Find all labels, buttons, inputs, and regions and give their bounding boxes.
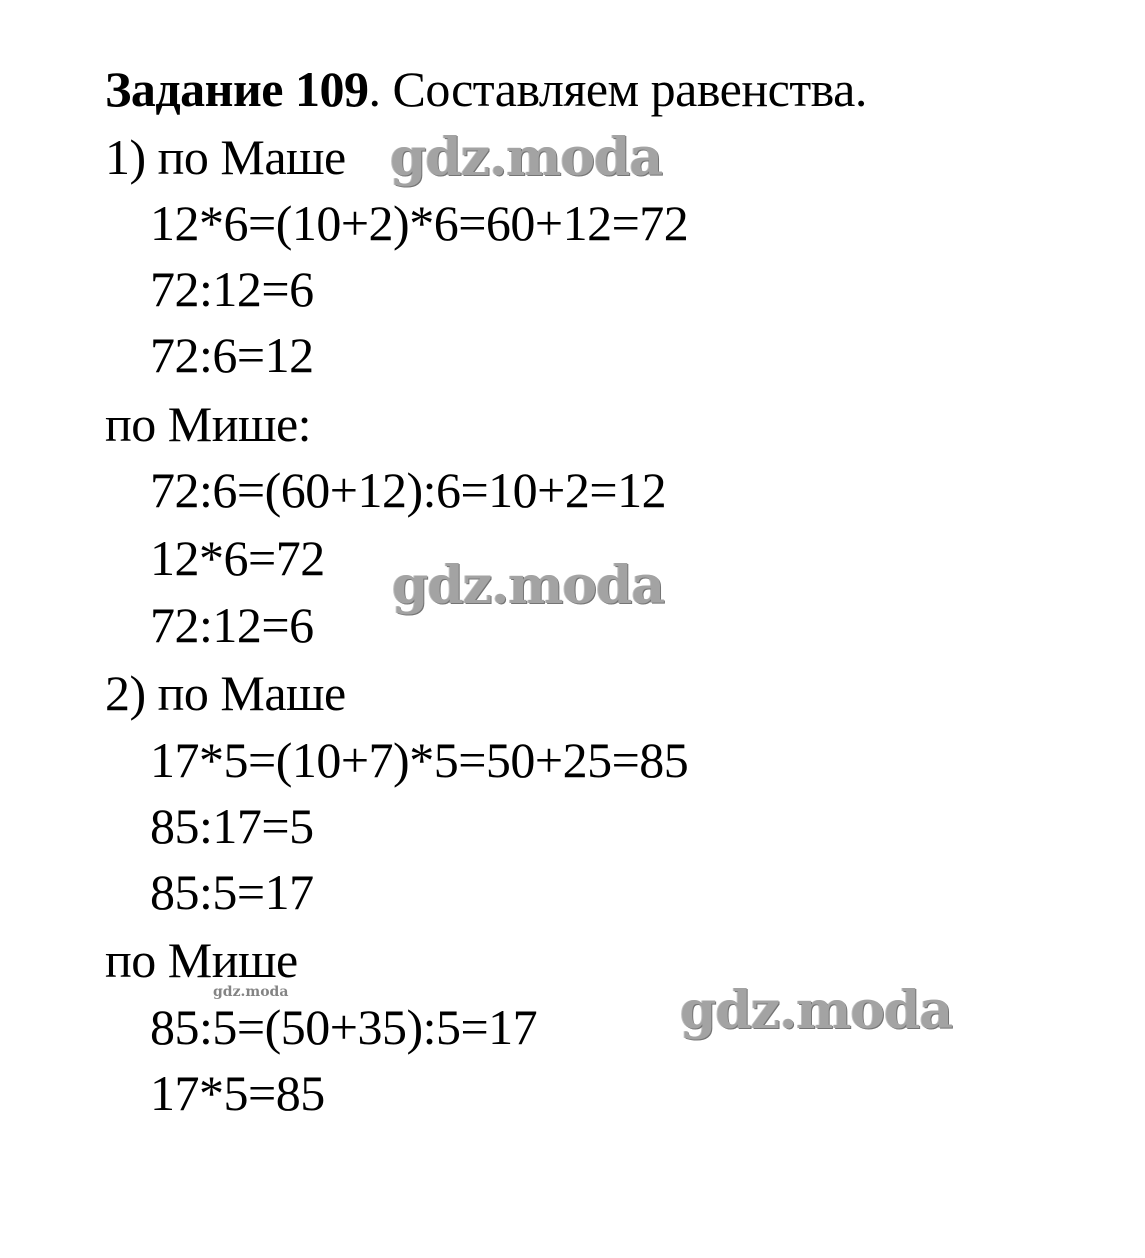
section-2-masha: 2) по Маше: [105, 665, 346, 721]
task-heading: . Составляем равенства.: [368, 61, 867, 117]
watermark: gdz.moda: [390, 127, 663, 188]
section-1-misha: по Мише:: [105, 396, 312, 452]
equation-line: 85:5=17: [150, 864, 314, 920]
equation-line: 85:17=5: [150, 798, 314, 854]
equation-line: 72:12=6: [150, 261, 314, 317]
watermark-small: gdz.moda: [213, 984, 289, 1000]
equation-line: 12*6=72: [150, 530, 325, 586]
equation-line: 17*5=85: [150, 1065, 325, 1121]
equation-line: 12*6=(10+2)*6=60+12=72: [150, 195, 689, 251]
equation-line: 72:6=12: [150, 327, 314, 383]
equation-line: 72:12=6: [150, 597, 314, 653]
equation-line: 17*5=(10+7)*5=50+25=85: [150, 732, 689, 788]
section-1-masha: 1) по Маше: [105, 129, 346, 185]
equation-line: 72:6=(60+12):6=10+2=12: [150, 462, 667, 518]
watermark: gdz.moda: [680, 980, 953, 1041]
watermark: gdz.moda: [392, 555, 665, 616]
task-number: Задание 109: [105, 61, 369, 117]
equation-line: 85:5=(50+35):5=17: [150, 999, 538, 1055]
task-title: [105, 61, 867, 117]
section-2-misha: по Мише: [105, 932, 298, 988]
